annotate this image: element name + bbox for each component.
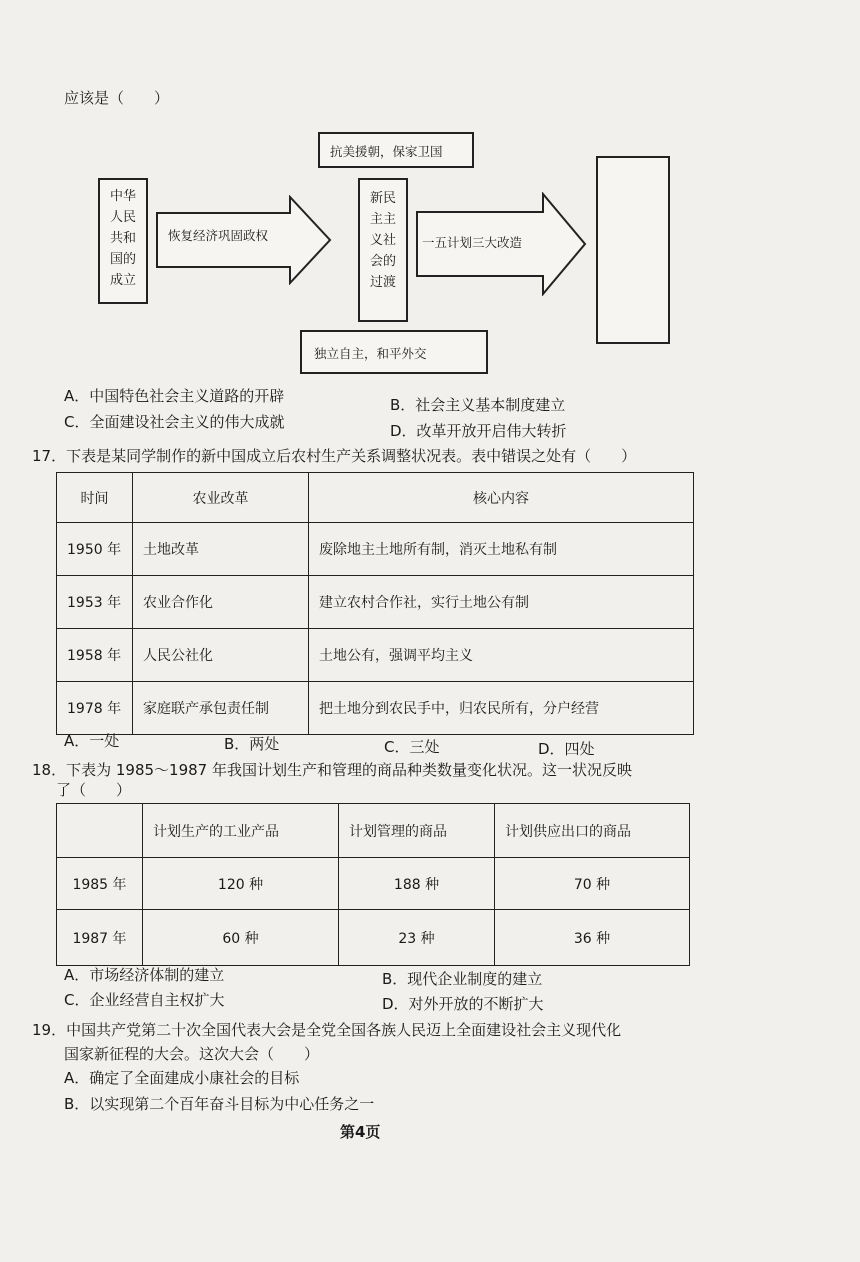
q17-cell-content: 土地公有，强调平均主义 [309,629,694,682]
table-row [57,629,694,682]
q16-stem-end: 应该是（ ） [64,89,170,107]
box-prc-founding: 中华人民共和国的成立 [98,178,148,304]
box-answer-blank [596,156,670,344]
q18-stem-line2: 了（ ） [56,781,132,799]
q18-header-industrial: 计划生产的工业产品 [143,804,339,858]
q17-option-b: B．两处 [224,735,280,753]
q17-cell-time: 1958 年 [57,629,133,682]
box-transition: 新民主主义社会的过渡 [358,178,408,322]
q17-cell-reform: 家庭联产承包责任制 [133,682,309,735]
q19-stem-line1: 19．中国共产党第二十次全国代表大会是全党全国各族人民迈上全面建设社会主义现代化 [32,1021,622,1039]
q18-cell-year: 1985 年 [57,858,143,910]
table-row [57,682,694,735]
q19-stem-line2: 国家新征程的大会。这次大会（ ） [64,1045,320,1063]
q17-header-content: 核心内容 [309,473,694,523]
q17-cell-time: 1950 年 [57,523,133,576]
q18-cell-export: 36 种 [495,910,690,966]
q18-option-c: C．企业经营自主权扩大 [64,991,225,1009]
q17-cell-time: 1978 年 [57,682,133,735]
table-row [57,910,690,966]
q18-option-d: D．对外开放的不断扩大 [382,995,544,1013]
q17-option-c: C．三处 [384,738,440,756]
q17-cell-reform: 人民公社化 [133,629,309,682]
q18-header-export: 计划供应出口的商品 [495,804,690,858]
q18-cell-export: 70 种 [495,858,690,910]
q17-cell-content: 建立农村合作社，实行土地公有制 [309,576,694,629]
q17-header-time: 时间 [57,473,133,523]
q17-cell-content: 废除地主土地所有制，消灭土地私有制 [309,523,694,576]
arrow-restore-label: 恢复经济巩固政权 [168,228,269,243]
q18-cell-managed: 188 种 [339,858,495,910]
q18-header-blank [57,804,143,858]
q18-option-a: A．市场经济体制的建立 [64,966,225,984]
table-row [57,576,694,629]
box-diplomacy: 独立自主，和平外交 [300,330,488,374]
q18-stem-line1: 18．下表为 1985～1987 年我国计划生产和管理的商品种类数量变化状况。这一状况反映 [32,761,632,779]
q16-option-b: B．社会主义基本制度建立 [390,396,566,414]
arrow-plan-label: 一五计划三大改造 [422,235,523,250]
q18-cell-year: 1987 年 [57,910,143,966]
q17-cell-content: 把土地分到农民手中，归农民所有，分户经营 [309,682,694,735]
q18-header-managed: 计划管理的商品 [339,804,495,858]
q16-option-c: C．全面建设社会主义的伟大成就 [64,413,285,431]
q18-cell-industrial: 120 种 [143,858,339,910]
q18-cell-managed: 23 种 [339,910,495,966]
q17-option-a: A．一处 [64,732,120,750]
page-number: 第4页 [340,1123,381,1141]
q18-option-b: B．现代企业制度的建立 [382,970,543,988]
q17-cell-reform: 农业合作化 [133,576,309,629]
q17-table [56,472,694,735]
q19-option-b: B．以实现第二个百年奋斗目标为中心任务之一 [64,1095,375,1113]
q18-table-header [57,804,690,858]
q17-cell-reform: 土地改革 [133,523,309,576]
q17-header-reform: 农业改革 [133,473,309,523]
q18-cell-industrial: 60 种 [143,910,339,966]
box-korea: 抗美援朝，保家卫国 [318,132,474,168]
q17-option-d: D．四处 [538,740,595,758]
table-row [57,858,690,910]
q16-option-a: A．中国特色社会主义道路的开辟 [64,387,285,405]
q16-option-d: D．改革开放开启伟大转折 [390,422,567,440]
table-row [57,523,694,576]
q17-stem: 17．下表是某同学制作的新中国成立后农村生产关系调整状况表。表中错误之处有（ ） [32,447,637,465]
q18-table [56,803,690,966]
q17-table-header [57,473,694,523]
q19-option-a: A．确定了全面建成小康社会的目标 [64,1069,300,1087]
q17-cell-time: 1953 年 [57,576,133,629]
